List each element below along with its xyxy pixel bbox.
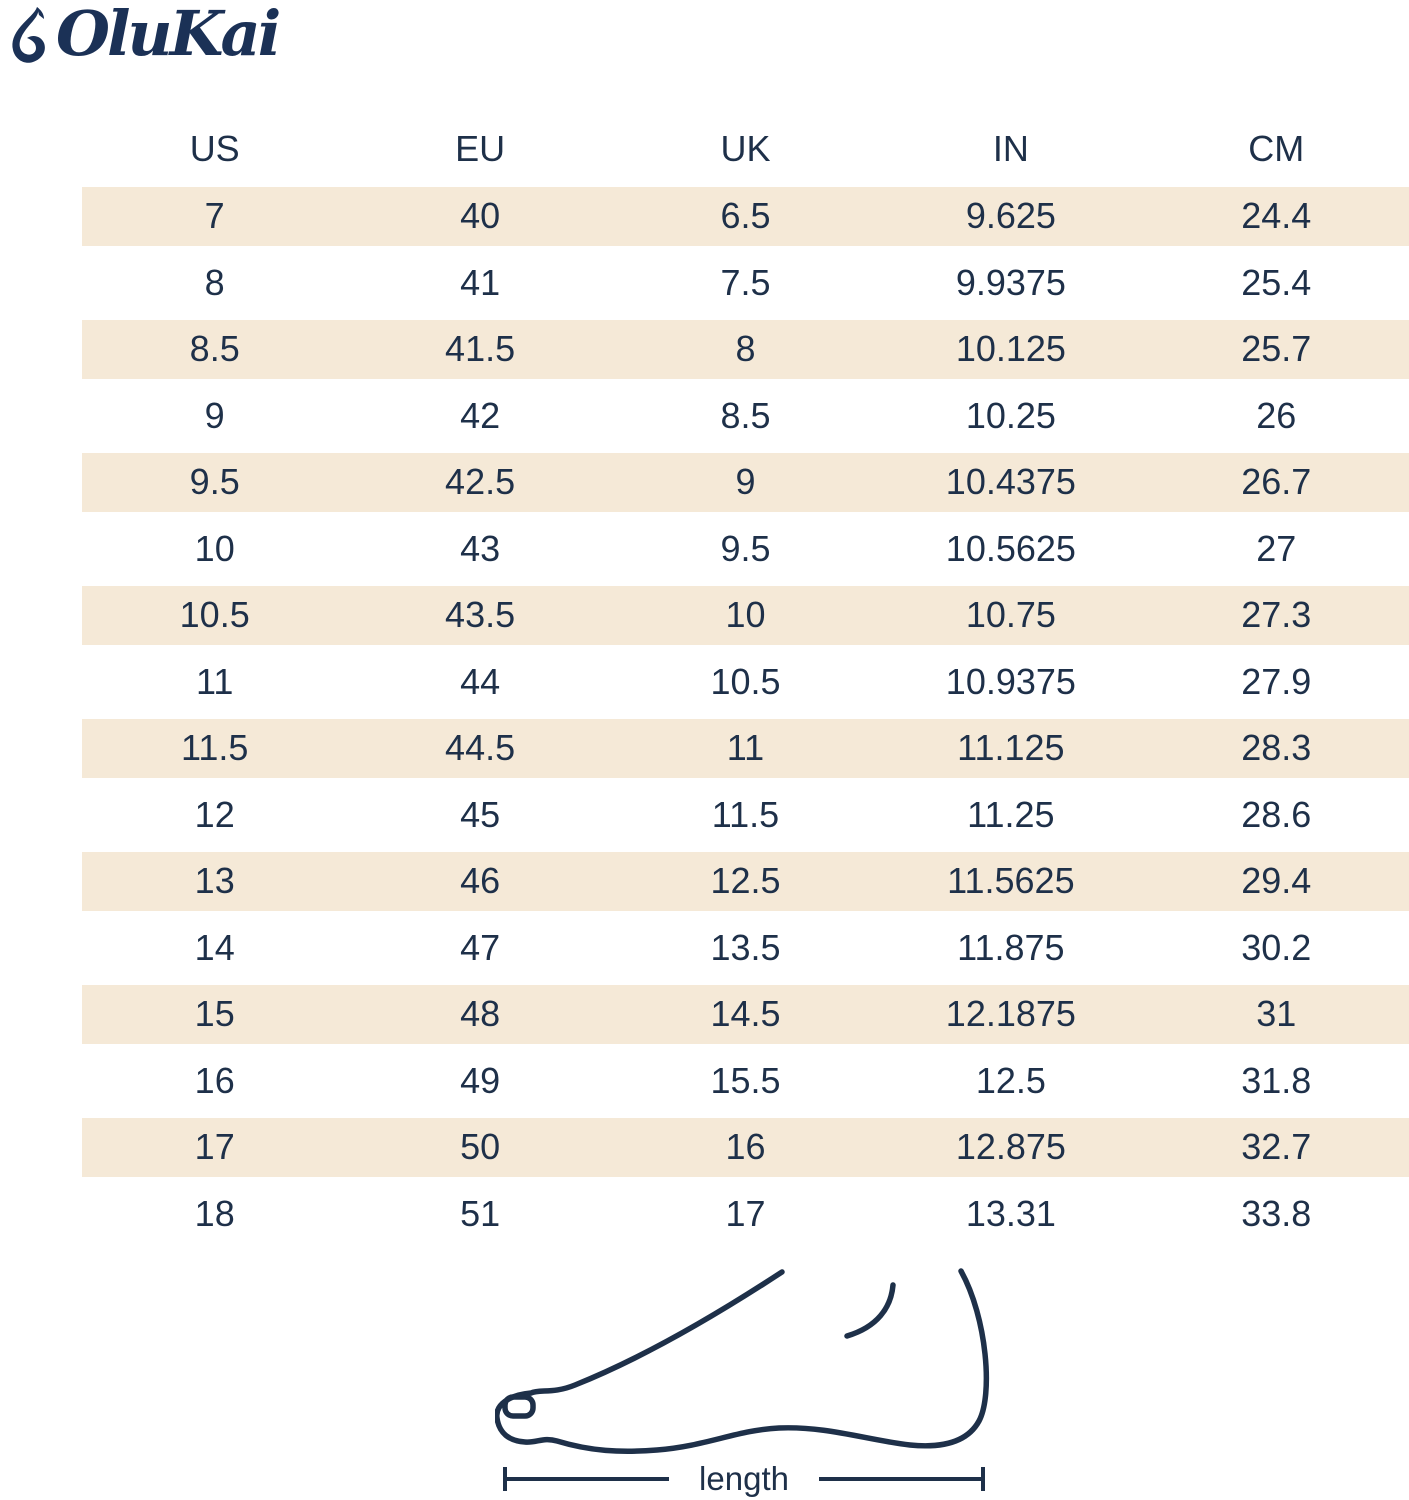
table-cell: 41.5: [347, 316, 612, 383]
table-row: [82, 782, 1409, 849]
table-cell: 29.4: [1144, 848, 1409, 915]
header-cell: EU: [455, 128, 506, 169]
length-measure-line: [503, 1460, 985, 1497]
table-cell: 51: [347, 1181, 612, 1248]
table-cell: 9.625: [878, 183, 1143, 250]
table-cell: 28.6: [1144, 782, 1409, 849]
table-cell: 45: [347, 782, 612, 849]
measure-tick-right: [981, 1467, 985, 1491]
table-cell: 15.5: [613, 1048, 878, 1115]
length-label: length: [699, 1460, 789, 1497]
table-cell: 9.5: [82, 449, 347, 516]
table-cell: 13.31: [878, 1181, 1143, 1248]
table-cell: 24.4: [1144, 183, 1409, 250]
table-row: [82, 250, 1409, 317]
table-cell: 43: [347, 516, 612, 583]
table-cell: 11: [613, 715, 878, 782]
table-cell: 47: [347, 915, 612, 982]
table-cell: 46: [347, 848, 612, 915]
brand-logo: [8, 2, 278, 68]
table-cell: 26.7: [1144, 449, 1409, 516]
table-row: [82, 582, 1409, 649]
table-cell: 12.1875: [878, 981, 1143, 1048]
measure-bar-left: [507, 1477, 669, 1481]
table-cell: 31.8: [1144, 1048, 1409, 1115]
header-cell: IN: [992, 128, 1029, 169]
table-row: [82, 449, 1409, 516]
table-cell: 10: [82, 516, 347, 583]
measure-bar-right: [819, 1477, 981, 1481]
table-cell: 9.9375: [878, 250, 1143, 317]
table-cell: 33.8: [1144, 1181, 1409, 1248]
table-cell: 10.125: [878, 316, 1143, 383]
table-cell: 25.7: [1144, 316, 1409, 383]
table-cell: 48: [347, 981, 612, 1048]
table-cell: 30.2: [1144, 915, 1409, 982]
table-cell: 18: [82, 1181, 347, 1248]
table-cell: 42.5: [347, 449, 612, 516]
table-row: [82, 981, 1409, 1048]
table-cell: 50: [347, 1114, 612, 1181]
table-cell: 14.5: [613, 981, 878, 1048]
table-cell: 26: [1144, 383, 1409, 450]
table-cell: 11: [82, 649, 347, 716]
table-row: [82, 915, 1409, 982]
table-cell: 31: [1144, 981, 1409, 1048]
fishhook-logo-icon: [8, 4, 54, 68]
table-cell: 15: [82, 981, 347, 1048]
table-cell: 14: [82, 915, 347, 982]
header-cell: CM: [1248, 128, 1305, 169]
table-cell: 12.5: [613, 848, 878, 915]
table-cell: 17: [613, 1181, 878, 1248]
table-cell: 25.4: [1144, 250, 1409, 317]
table-cell: 7.5: [613, 250, 878, 317]
table-cell: 11.875: [878, 915, 1143, 982]
header-row: [82, 115, 1409, 183]
table-cell: 8: [613, 316, 878, 383]
table-cell: 12.875: [878, 1114, 1143, 1181]
table-cell: 10.4375: [878, 449, 1143, 516]
table-cell: 10.9375: [878, 649, 1143, 716]
table-cell: 16: [613, 1114, 878, 1181]
table-cell: 10.75: [878, 582, 1143, 649]
table-cell: 16: [82, 1048, 347, 1115]
table-cell: 32.7: [1144, 1114, 1409, 1181]
table-body: [82, 183, 1409, 1247]
table-header: [82, 115, 1409, 183]
table-cell: 44.5: [347, 715, 612, 782]
table-row: [82, 1048, 1409, 1115]
table-row: [82, 516, 1409, 583]
table-cell: 49: [347, 1048, 612, 1115]
table-row: [82, 383, 1409, 450]
table-cell: 40: [347, 183, 612, 250]
table-cell: 27.9: [1144, 649, 1409, 716]
table-row: [82, 183, 1409, 250]
table-cell: 27: [1144, 516, 1409, 583]
header-cell: US: [189, 128, 240, 169]
size-conversion-table: [82, 115, 1409, 1247]
table-cell: 7: [82, 183, 347, 250]
table-cell: 9.5: [613, 516, 878, 583]
table-cell: 12: [82, 782, 347, 849]
table-cell: 8: [82, 250, 347, 317]
table-cell: 11.5625: [878, 848, 1143, 915]
table-cell: 10: [613, 582, 878, 649]
table-row: [82, 316, 1409, 383]
table-row: [82, 649, 1409, 716]
table-cell: 28.3: [1144, 715, 1409, 782]
table-row: [82, 1114, 1409, 1181]
table-cell: 8.5: [613, 383, 878, 450]
table-cell: 11.5: [82, 715, 347, 782]
table-cell: 10.5: [613, 649, 878, 716]
table-cell: 43.5: [347, 582, 612, 649]
table-cell: 11.125: [878, 715, 1143, 782]
table-row: [82, 848, 1409, 915]
table-cell: 27.3: [1144, 582, 1409, 649]
table-cell: 42: [347, 383, 612, 450]
table-cell: 10.5: [82, 582, 347, 649]
table-cell: 6.5: [613, 183, 878, 250]
table-cell: 41: [347, 250, 612, 317]
table-cell: 44: [347, 649, 612, 716]
table-cell: 17: [82, 1114, 347, 1181]
table-cell: 11.25: [878, 782, 1143, 849]
table-cell: 9: [613, 449, 878, 516]
table-cell: 9: [82, 383, 347, 450]
table-cell: 8.5: [82, 316, 347, 383]
table-cell: 10.5625: [878, 516, 1143, 583]
table-cell: 11.5: [613, 782, 878, 849]
table-cell: 13: [82, 848, 347, 915]
table-cell: 13.5: [613, 915, 878, 982]
foot-outline-icon: [495, 1263, 995, 1458]
brand-logo-text: OluKai: [56, 0, 279, 70]
table-cell: 10.25: [878, 383, 1143, 450]
table-row: [82, 1181, 1409, 1248]
header-cell: UK: [720, 128, 771, 169]
table-row: [82, 715, 1409, 782]
table-cell: 12.5: [878, 1048, 1143, 1115]
